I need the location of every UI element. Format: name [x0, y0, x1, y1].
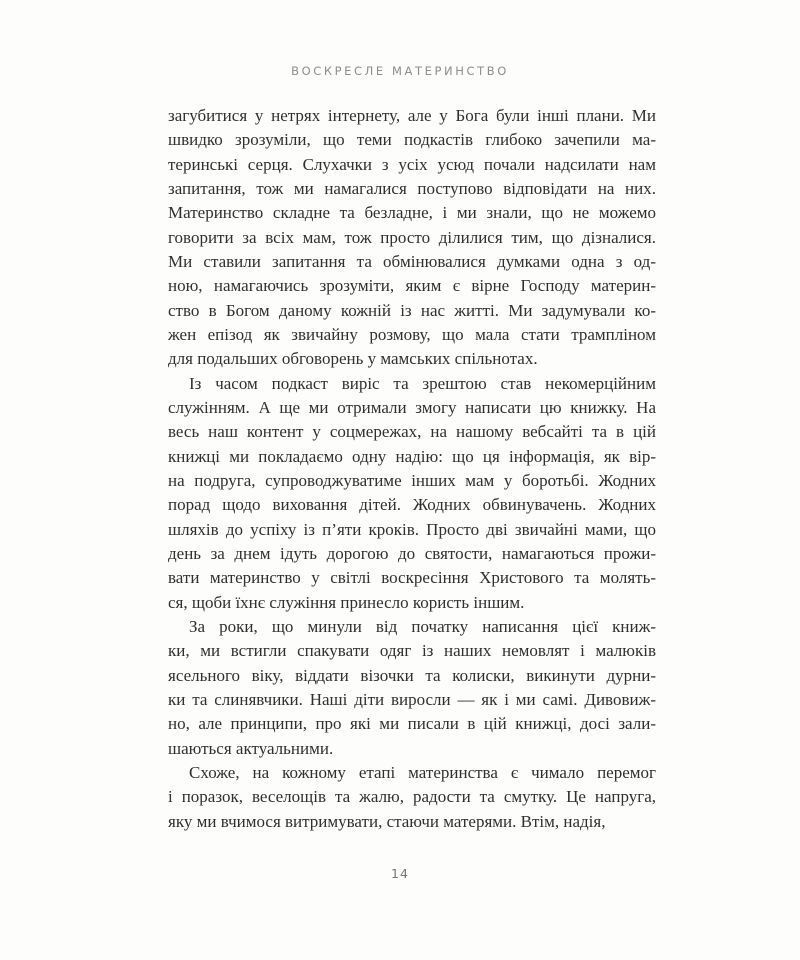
body-text — [168, 104, 656, 834]
text-line: день за днем ідуть дорогою до святости, намагаються прожи- — [168, 543, 656, 563]
text-line: ся, щоби їхнє служіння принесло користь іншим. — [168, 592, 525, 612]
text-line: швидко зрозуміли, що теми подкастів глибоко зачепили ма- — [168, 130, 656, 150]
text-line: весь наш контент у соцмережах, на нашому вебсайті та в цій — [168, 422, 656, 442]
text-line: За роки, що минули від початку написання цієї книж- — [189, 616, 656, 636]
text-line: вати материнство у світлі воскресіння Христового та молять- — [168, 568, 656, 588]
text-line: загубитися у нетрях інтернету, але у Бога були інші плани. Ми — [168, 106, 656, 125]
text-line: ки та слинявчики. Наші діти виросли — як і ми самі. Дивовиж- — [168, 689, 656, 709]
text-line: Материнство складне та безладне, і ми знали, що не можемо — [168, 203, 656, 223]
text-line: шляхів до успіху із п’яти кроків. Просто дві звичайні мами, що — [168, 519, 656, 539]
paragraph — [168, 104, 656, 372]
text-line: ясельного віку, віддати візочки та колиски, викинути дурни- — [168, 665, 656, 685]
text-line: шаються актуальними. — [168, 738, 334, 758]
text-line: теринські серця. Слухачки з усіх усюд почали надсилати нам — [168, 154, 656, 174]
paragraph — [168, 761, 656, 834]
text-line: на подруга, супроводжуватиме інших мам у боротьбі. Жодних — [168, 470, 656, 490]
text-line: жен епізод як звичайну розмову, що мала стати трампліном — [168, 324, 656, 344]
text-line: ною, намагаючись зрозуміти, яким є вірне Господу материн- — [168, 276, 656, 296]
page-number: 14 — [391, 866, 409, 881]
text-line: но, але принципи, про які ми писали в цій книжці, досі зали- — [168, 714, 656, 734]
text-line: Із часом подкаст виріс та зрештою став некомерційним — [189, 373, 656, 393]
paragraph — [168, 615, 656, 761]
text-line: книжці ми покладаємо одну надію: що ця інформація, як вір- — [168, 446, 656, 466]
text-line: для подальших обговорень у мамських спільнотах. — [168, 349, 538, 369]
text-line: ство в Богом даному кожній із нас житті. Ми задумували ко- — [168, 300, 656, 320]
text-line: порад щодо виховання дітей. Жодних обвинувачень. Жодних — [168, 495, 656, 515]
text-line: говорити за всіх мам, тож просто ділилися тим, що дізналися. — [168, 227, 656, 247]
paragraph — [168, 372, 656, 615]
text-line: Схоже, на кожному етапі материнства є чимало перемог — [189, 762, 656, 782]
running-header: ВОСКРЕСЛЕ МАТЕРИНСТВО — [291, 64, 509, 78]
text-line: і поразок, веселощів та жалю, радости та смутку. Це напруга, — [168, 787, 656, 807]
text-line: яку ми вчимося витримувати, стаючи матерями. Втім, надія, — [168, 811, 606, 831]
text-line: ки, ми встигли спакувати одяг із наших немовлят і малюків — [168, 641, 656, 661]
text-line: запитання, тож ми намагалися поступово відповідати на них. — [168, 178, 656, 198]
text-line: служінням. А ще ми отримали змогу написати цю книжку. На — [168, 397, 656, 417]
text-line: Ми ставили запитання та обмінювалися думками одна з од- — [168, 251, 656, 271]
